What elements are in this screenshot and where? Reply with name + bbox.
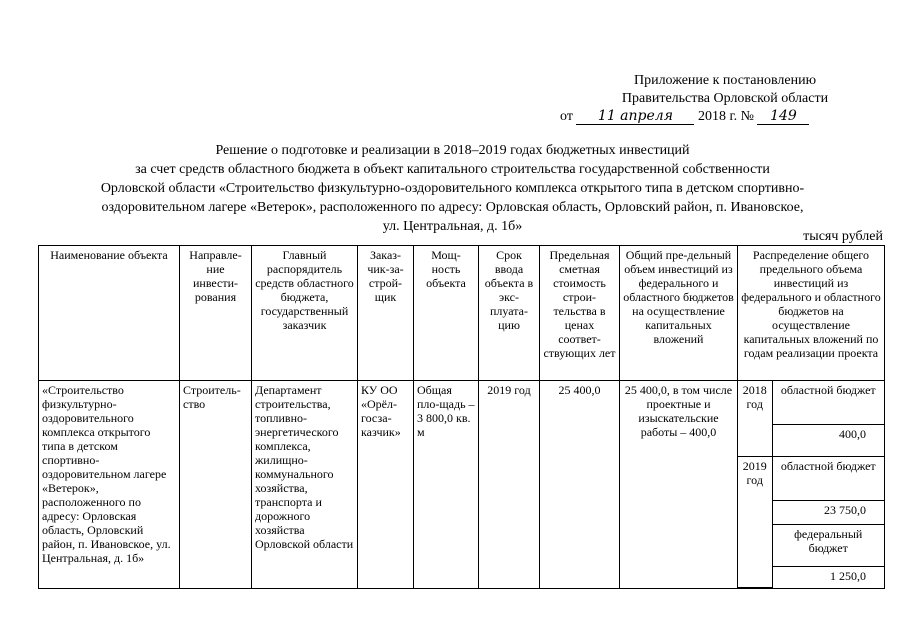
header-distribution: Распределение общего предельного объема инвестиций из федерального и областного бюджетов на осуществление капитальных вложений по годам реализации проекта (738, 246, 885, 381)
handwritten-number: 149 (757, 108, 809, 125)
title-line-3: Орловской области «Строительство физкультурно-оздоровительного комплекса открытого типа в детском спортивно- (100, 181, 805, 196)
cell-term: 2019 год (479, 381, 540, 589)
header-client: Заказ-чик-за-строй-щик (358, 246, 414, 381)
document-title (30, 141, 875, 236)
cell-capacity: Общая пло-щадь – 3 800,0 кв. м (414, 381, 479, 589)
header-capacity: Мощ-ность объекта (414, 246, 479, 381)
header-total-volume: Общий пре-дельный объем инвестиций из федерального и областного бюджетов на осуществление капитальных вложений (620, 246, 738, 381)
cell-name: «Строительство физкультурно-оздоровительного комплекса открытого типа в детском спортивно-оздоровительном лагере «Ветерок», расположенного по адресу: Орловская область, Орловский район, п. Ивановское, ул. Центральная, д. 1б» (39, 381, 180, 589)
units-label: тысяч рублей (803, 229, 883, 244)
header-administrator: Главный распорядитель средств областного бюджета, государственный заказчик (252, 246, 358, 381)
dist-2018-value-0: 400,0 (772, 425, 884, 457)
title-line-2: за счет средств областного бюджета в объект капитального строительства государственной собственности (135, 162, 770, 177)
header-term: Срок ввода объекта в экс-плуата-цию (479, 246, 540, 381)
dist-year-2018: 2018 год (738, 381, 772, 457)
header-name: Наименование объекта (39, 246, 180, 381)
cell-administrator: Департамент строительства, топливно-энергетического комплекса, жилищно-коммунального хозяйства, транспорта и дорожного хозяйства Орловской области (252, 381, 358, 589)
dist-2018-label-0: областной бюджет (772, 381, 884, 425)
table-row (39, 381, 885, 589)
appendix-date-line (560, 108, 890, 126)
cell-total-volume: 25 400,0, в том числе проектные и изыскательские работы – 400,0 (620, 381, 738, 589)
appendix-line-2: Правительства Орловской области (621, 91, 829, 106)
dist-2019-label-1: федеральный бюджет (772, 525, 884, 567)
cell-client: КУ ОО «Орёл-госза-казчик» (358, 381, 414, 589)
distribution-table (738, 381, 884, 588)
year-text: 2018 г. № (697, 109, 754, 124)
appendix-block (560, 72, 890, 126)
title-line-5: ул. Центральная, д. 1б» (382, 219, 523, 234)
distribution-row (738, 457, 884, 501)
title-line-4: оздоровительном лагере «Ветерок», расположенного по адресу: Орловская область, Орловский район, п. Ивановское, (101, 200, 804, 215)
appendix-line-1: Приложение к постановлению (633, 73, 817, 88)
investment-table (38, 245, 885, 589)
header-direction: Направле-ние инвести-рования (180, 246, 252, 381)
title-line-1: Решение о подготовке и реализации в 2018–2019 годах бюджетных инвестиций (215, 143, 690, 158)
dist-2019-value-0: 23 750,0 (772, 501, 884, 525)
table-header-row (39, 246, 885, 381)
header-max-cost: Предельная сметная стоимость строи-тельства в ценах соответ-ствующих лет (540, 246, 620, 381)
from-prefix: от (560, 109, 573, 124)
distribution-row (738, 381, 884, 425)
cell-max-cost: 25 400,0 (540, 381, 620, 589)
handwritten-date: 11 апреля (576, 108, 694, 125)
dist-year-2019: 2019 год (738, 457, 772, 588)
cell-distribution (738, 381, 885, 589)
dist-2019-value-1: 1 250,0 (772, 567, 884, 588)
cell-direction: Строитель-ство (180, 381, 252, 589)
dist-2019-label-0: областной бюджет (772, 457, 884, 501)
